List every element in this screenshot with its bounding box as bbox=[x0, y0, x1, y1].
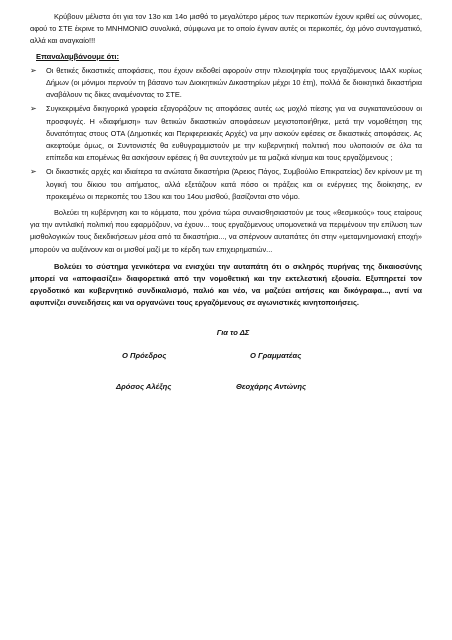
arrow-bullet-icon: ➢ bbox=[30, 104, 37, 114]
signature-names bbox=[30, 381, 422, 393]
arrow-bullet-icon: ➢ bbox=[30, 167, 37, 177]
arrow-bullet-icon: ➢ bbox=[30, 65, 37, 75]
bullet-text: Συγκεκριμένα δικηγορικά γραφεία εξαγοράζουν τις αποφάσεις αυτές ως μοχλό πίεσης για να συγκατανεύσουν οι προσφυγές. Η «διαφήμιση» των θετικών δικαστικών αποφάσεων μεγιστοποιήθηκε, μετά την νομοθέτηση της δυνατότητας στους ΟΤΑ (Δημοτικές και Περιφερειακές Αρχές) να μην ασκούν εφέσεις σε δικαστικές αποφάσεις. Ας ακεφτούμε όμως, οι Συντονιστές θα ευθυγραμμιστούν με την κυβερνητική πολιτική που υλοποιούν σε όλα τα επίπεδα και επομένως θα ασκήσουν εφέσεις ή θα συντεχτούν με τα μαζικά κίνημα και τους εργαζόμενους ; bbox=[46, 104, 422, 163]
bullet-text: Οι θετικές δικαστικές αποφάσεις, που έχουν εκδοθεί αφορούν στην πλειοψηφία τους εργαζόμενους ΙΔΑΧ κυρίως Δήμων (οι μόνιμοι περνούν τη βάσανο των Διοικητικών Δικαστηρίων μέχρι 10 έτη), πολλά δε διοικητικά δικαστήρια αναβάλουν τις δίκες αναμένοντας το ΣΤΕ. bbox=[46, 65, 422, 100]
body-paragraph: Βολεύει τη κυβέρνηση και το κόμματα, που χρόνια τώρα συναισθησιαστούν με τους «θεσμικούς» τους εταίρους για την αντιλαϊκή πολιτική που εφαρμόζουν, να έχουν... τους εργαζόμενους υπομονετικά να περιμένουν την επίλυση των μισθολογικών τους διεκδικήσεων μέσα από τα δικαστήρια..., να σπέρνουν αυταπάτες ότι στην «μεταμνημονιακή εποχή» μπορούν να αυξάνουν και οι μισθοί μαζί με το κέρδη των επιχειρηματιών... bbox=[30, 208, 422, 254]
role-president: Ο Πρόεδρος bbox=[122, 351, 167, 361]
signature-for-label: Για το ΔΣ bbox=[216, 327, 250, 337]
bold-paragraph: Βολεύει το σύστημα γενικότερα να ενισχύει την αυταπάτη ότι ο σκληρός πυρήνας της δικαιοσύνης μπορεί να «αποφασίζει» διαφορετικά από την νομοθετική και την εκτελεστική εξουσία. Εξυπηρετεί τον εργοδοτικό και κυβερνητικό συνδικαλισμό, παλιό και νέο, να μαζεύει αιτήσεις και δικόγραφα..., αντί να αφυπνίζει συνειδήσεις και να οργανώνει τους εργαζόμενους σε αγωνιστικές κινητοποιήσεις. bbox=[30, 261, 422, 307]
bullet-item bbox=[30, 103, 422, 164]
signature-block bbox=[30, 327, 422, 394]
bullet-item bbox=[30, 166, 422, 203]
section-heading: Επαναλαμβάνουμε ότι: bbox=[36, 51, 120, 61]
name-president: Δρόσος Αλέξης bbox=[116, 382, 172, 392]
bullet-item bbox=[30, 65, 422, 102]
bullet-text: Οι δικαστικές αρχές και ιδιαίτερα τα ανώτατα δικαστήρια (Άρειος Πάγος, Συμβούλιο Επικρατείας) δεν κρίνουν με τη λογική του δίκιου του αιτήματος, αλλά εξετάζουν κατά πόσο οι πράξεις και οι ενέργειες της διοίκησης, εν προκειμένω οι περικοπές του 13ου και του 14ου μισθού, βασίζονται στο νόμο. bbox=[46, 167, 422, 201]
intro-paragraph: Κρύβουν μέλιστα ότι για τον 13ο και 14ο μισθό το μεγαλύτερο μέρος των περικοπών έχουν κριθεί ως σύννομες, αφού το ΣΤΕ έκρινε το ΜΝΗΜΟΝΙΟ συνολικά, σύμφωνα με το οποίο έγιναν αυτές οι περικοπές, όχι μόνο συνταγματικό, αλλά και αναγκαίο!!! bbox=[30, 12, 422, 46]
name-secretary: Θεοχάρης Αντώνης bbox=[236, 382, 307, 392]
role-secretary: Ο Γραμματέας bbox=[250, 351, 302, 361]
signature-roles bbox=[30, 350, 422, 362]
